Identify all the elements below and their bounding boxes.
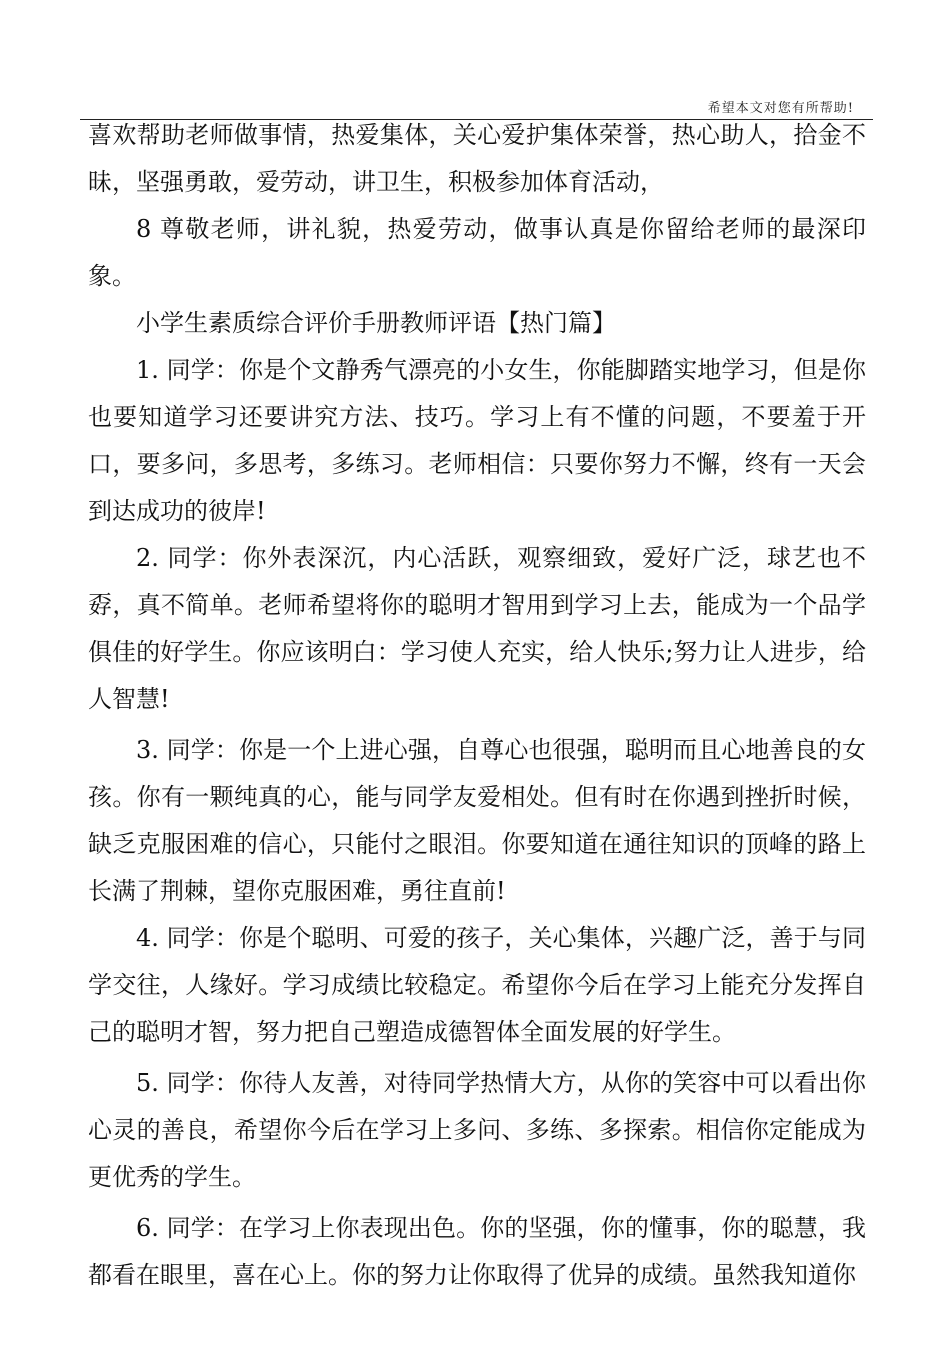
paragraph-item-6: 6. 同学：在学习上你表现出色。你的坚强，你的懂事，你的聪慧，我都看在眼里，喜在心上。你的努力让你取得了优异的成绩。虽然我知道你 (88, 1214, 866, 1289)
paragraph-item-2: 2. 同学：你外表深沉，内心活跃，观察细致，爱好广泛，球艺也不孬，真不简单。老师希望将你的聪明才智用到学习上去，能成为一个品学俱佳的好学生。你应该明白：学习使人充实，给人快乐;努力让人进步，给人智慧! (88, 544, 866, 713)
paragraph-continuation: 喜欢帮助老师做事情，热爱集体，关心爱护集体荣誉，热心助人，拾金不昧，坚强勇敢，爱劳动，讲卫生，积极参加体育活动， (88, 121, 866, 196)
header-note: 希望本文对您有所帮助! (707, 101, 854, 116)
document-body (88, 112, 866, 1299)
paragraph-item-8: 8 尊敬老师，讲礼貌，热爱劳动，做事认真是你留给老师的最深印象。 (88, 215, 866, 290)
paragraph-item-1: 1. 同学：你是个文静秀气漂亮的小女生，你能脚踏实地学习，但是你也要知道学习还要讲究方法、技巧。学习上有不懂的问题，不要羞于开口，要多问，多思考，多练习。老师相信：只要你努力不懈，终有一天会到达成功的彼岸! (88, 356, 866, 525)
paragraph-item-4: 4. 同学：你是个聪明、可爱的孩子，关心集体，兴趣广泛，善于与同学交往，人缘好。学习成绩比较稳定。希望你今后在学习上能充分发挥自己的聪明才智，努力把自己塑造成德智体全面发展的好学生。 (88, 924, 866, 1046)
paragraph-item-3: 3. 同学：你是一个上进心强，自尊心也很强，聪明而且心地善良的女孩。你有一颗纯真的心，能与同学友爱相处。但有时在你遇到挫折时候，缺乏克服困难的信心，只能付之眼泪。你要知道在通往知识的顶峰的路上长满了荆棘，望你克服困难，勇往直前! (88, 736, 866, 905)
section-heading: 小学生素质综合评价手册教师评语【热门篇】 (136, 309, 616, 337)
paragraph-item-5: 5. 同学：你待人友善，对待同学热情大方，从你的笑容中可以看出你心灵的善良，希望你今后在学习上多问、多练、多探索。相信你定能成为更优秀的学生。 (88, 1069, 866, 1191)
